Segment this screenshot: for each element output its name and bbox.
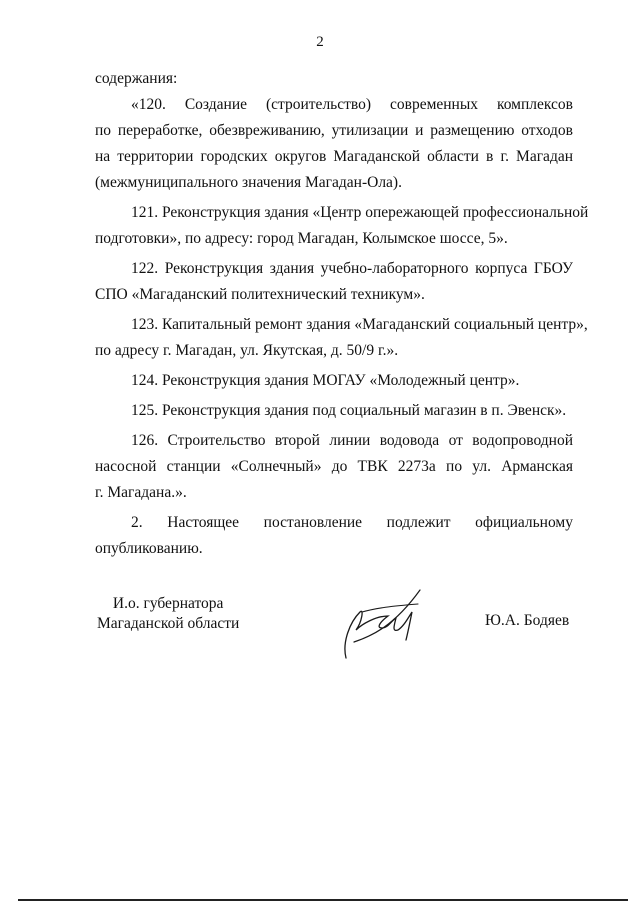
text-line: насосной станции «Солнечный» до ТВК 2273а по ул. Арманская xyxy=(95,458,573,475)
text-line: по переработке, обезвреживанию, утилизации и размещению отходов xyxy=(95,122,573,139)
text-line: на территории городских округов Магаданской области в г. Магадан xyxy=(95,148,573,165)
bottom-rule xyxy=(18,899,628,901)
text-line: 124. Реконструкция здания МОГАУ «Молодежный центр». xyxy=(131,372,520,389)
signatory-position-line: И.о. губернатора xyxy=(112,595,224,612)
text-line: 2. Настоящее постановление подлежит официальному xyxy=(131,514,573,531)
document-body xyxy=(95,66,589,562)
signatory-name: Ю.А. Бодяев xyxy=(485,612,570,629)
signatory-position xyxy=(97,594,239,634)
text-line: (межмуниципального значения Магадан-Ола). xyxy=(95,174,402,191)
text-line: 126. Строительство второй линии водовода от водопроводной xyxy=(131,432,573,449)
text-line: опубликованию. xyxy=(95,540,203,557)
signatory-position-line: Магаданской области xyxy=(97,615,240,632)
text-line: 125. Реконструкция здания под социальный магазин в п. Эвенск». xyxy=(131,402,567,419)
text-line: 122. Реконструкция здания учебно-лабораторного корпуса ГБОУ xyxy=(131,260,573,277)
text-line: «120. Создание (строительство) современных комплексов xyxy=(131,96,573,113)
text-line: СПО «Магаданский политехнический техникум». xyxy=(95,286,425,303)
text-line: 121. Реконструкция здания «Центр опережающей профессиональной xyxy=(131,204,589,221)
text-line: г. Магадана.». xyxy=(95,484,187,501)
page-number: 2 xyxy=(316,34,324,50)
text-line: по адресу г. Магадан, ул. Якутская, д. 50/9 г.». xyxy=(95,342,399,359)
text-line: 123. Капитальный ремонт здания «Магаданский социальный центр», xyxy=(131,316,588,333)
text-line: подготовки», по адресу: город Магадан, Колымское шоссе, 5». xyxy=(95,230,508,247)
handwritten-signature xyxy=(332,582,432,662)
text-line: содержания: xyxy=(95,70,178,87)
